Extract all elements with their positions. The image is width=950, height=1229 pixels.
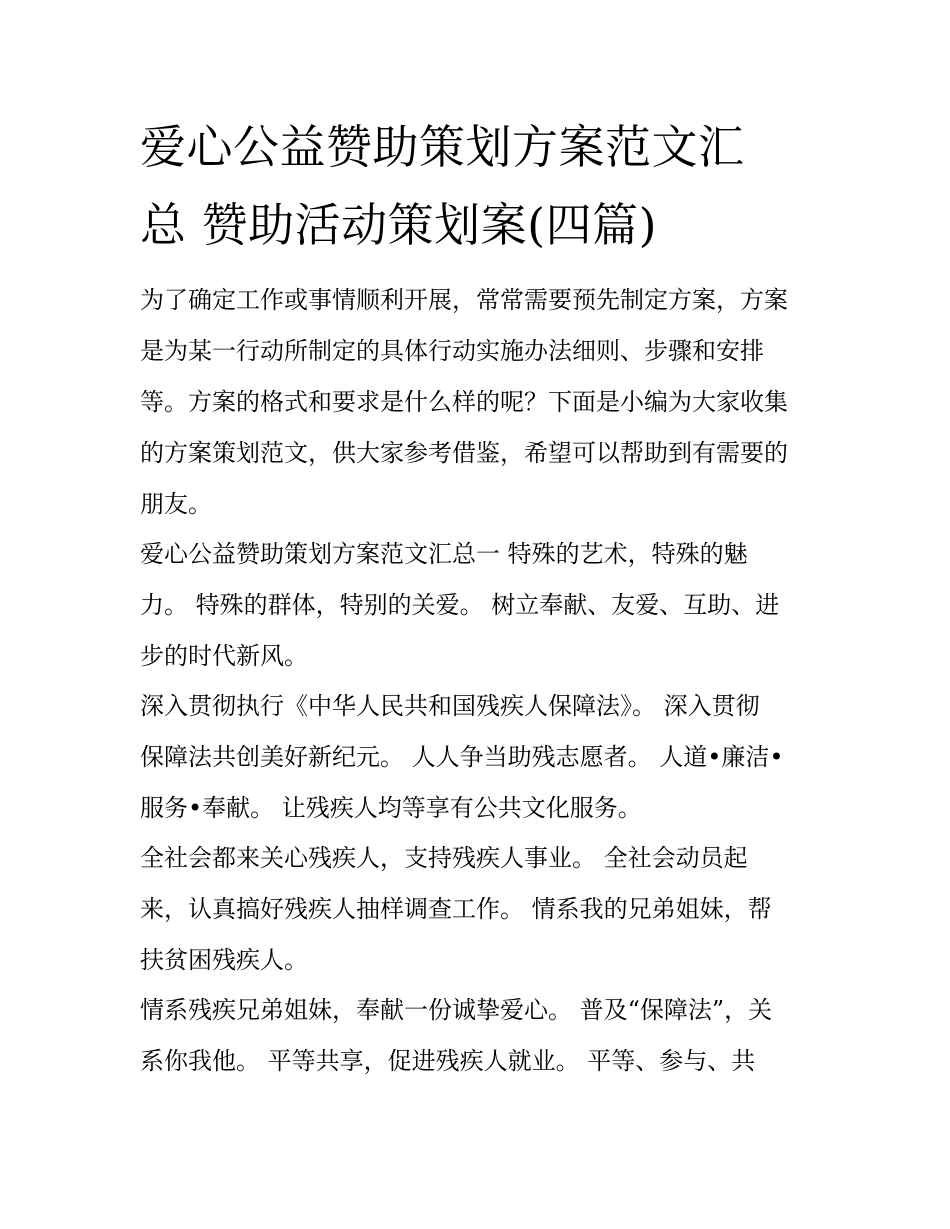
paragraph-line: 是为某一行动所制定的具体行动实施办法细则、步骤和安排	[140, 337, 764, 365]
paragraph-line: 力。 特殊的群体，特别的关爱。 树立奉献、友爱、互助、进	[140, 591, 780, 619]
paragraph-line: 来，认真搞好残疾人抽样调查工作。 情系我的兄弟姐妹，帮	[140, 895, 772, 923]
paragraph-line: 扶贫困残疾人。	[140, 946, 308, 974]
paragraph-line: 全社会都来关心残疾人，支持残疾人事业。 全社会动员起	[140, 844, 748, 872]
paragraph-line: 步的时代新风。	[140, 642, 308, 670]
paragraph-line: 深入贯彻执行《中华人民共和国残疾人保障法》。 深入贯彻	[140, 692, 760, 720]
paragraph-line: 情系残疾兄弟姐妹，奉献一份诚挚爱心。 普及“保障法”，关	[140, 996, 773, 1024]
paragraph-line: 爱心公益赞助策划方案范文汇总一 特殊的艺术，特殊的魅	[140, 540, 748, 568]
paragraph-line: 为了确定工作或事情顺利开展，常常需要预先制定方案，方案	[140, 286, 788, 314]
document-title	[140, 108, 820, 264]
paragraph-line: 保障法共创美好新纪元。 人人争当助残志愿者。 人道•廉洁•	[140, 743, 784, 771]
paragraph-line: 等。方案的格式和要求是什么样的呢？下面是小编为大家收集	[140, 388, 788, 416]
paragraph-line: 朋友。	[140, 490, 212, 518]
paragraph-line: 的方案策划范文，供大家参考借鉴，希望可以帮助到有需要的	[140, 439, 788, 467]
paragraph-line: 服务•奉献。 让残疾人均等享有公共文化服务。	[140, 794, 642, 822]
title-line: 爱心公益赞助策划方案范文汇	[140, 120, 745, 174]
title-line: 总 赞助活动策划案(四篇)	[140, 198, 658, 252]
paragraph-line: 系你我他。 平等共享，促进残疾人就业。 平等、参与、共	[140, 1047, 756, 1075]
